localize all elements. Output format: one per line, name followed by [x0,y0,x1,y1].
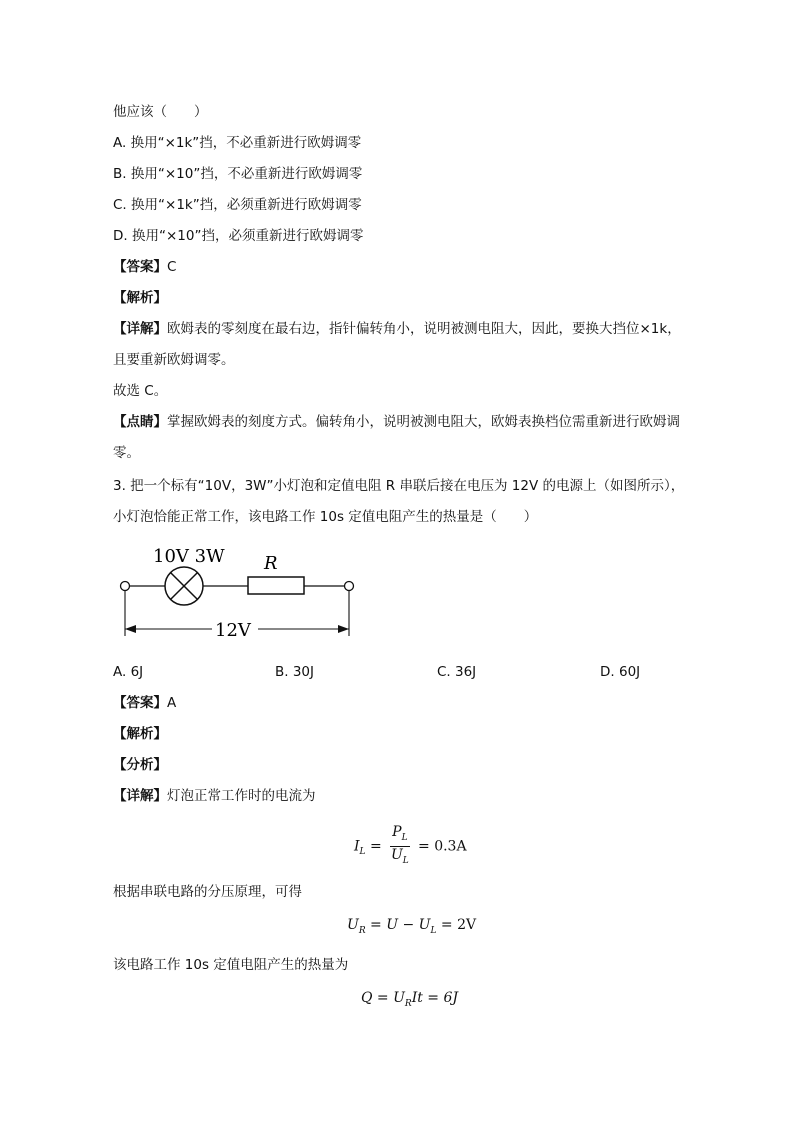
q3-analysis-label: 【解析】 [113,726,167,742]
voltage-label: 12V [215,620,251,641]
q3-stem-line1: 3. 把一个标有“10V，3W”小灯泡和定值电阻 R 串联后接在电压为 12V 的电源上（如图所示）， [113,478,685,494]
formula1-fraction [390,824,409,869]
formula1-num-sub: L [401,832,408,843]
formula1-num: P [392,824,402,840]
formula1-den: U [390,846,403,863]
formula-heat [361,990,458,1009]
terminal-right [345,582,354,591]
q2-comment-label: 【点睛】 [113,414,167,430]
terminal-left [121,582,130,591]
formula1-den-sub: L [402,855,409,866]
formula1-lhs-sub: L [359,847,366,858]
q2-option-c: C. 换用“×1k”挡，必须重新进行欧姆调零 [113,197,362,213]
q3-answer-value: A [167,695,177,711]
formula3-lhs-sub: R [404,998,412,1009]
q2-detail-line1 [113,320,681,338]
q2-option-d: D. 换用“×10”挡，必须重新进行欧姆调零 [113,228,364,244]
q3-answer-label: 【答案】 [113,695,167,711]
q3-text3: 该电路工作 10s 定值电阻产生的热量为 [113,957,349,973]
q3-stem-line2: 小灯泡恰能正常工作，该电路工作 10s 定值电阻产生的热量是（ ） [113,509,538,525]
resistor-icon [248,577,304,594]
q2-detail-label: 【详解】 [113,321,167,337]
q2-answer-value: C [167,259,177,275]
q2-analysis-label: 【解析】 [113,290,167,306]
q2-choose: 故选 C。 [113,383,168,399]
q3-option-d: D. 60J [600,664,641,680]
lamp-label: 10V 3W [153,546,225,567]
formula-voltage [347,917,476,936]
q2-answer-label: 【答案】 [113,259,167,275]
formula2-rhs: = U − U [370,917,431,933]
formula3-rhs: It = 6J [411,990,459,1006]
formula2-lhs: U [347,917,359,933]
q3-detail-label: 【详解】 [113,788,167,804]
q2-detail-line2: 且要重新欧姆调零。 [113,352,235,368]
q3-option-b: B. 30J [275,664,315,680]
resistor-label: R [264,553,278,574]
q3-detail-intro: 灯泡正常工作时的电流为 [167,788,316,804]
formula2-rhs-sub: L [430,925,437,936]
q3-detail-line [113,787,316,805]
q3-fenxi-label: 【分析】 [113,757,167,773]
q3-text2: 根据串联电路的分压原理，可得 [113,884,302,900]
q2-answer [113,258,176,276]
q2-option-b: B. 换用“×10”挡，不必重新进行欧姆调零 [113,166,363,182]
q3-option-a: A. 6J [113,664,144,680]
q2-comment-line2: 零。 [113,445,140,461]
q2-comment-text1: 掌握欧姆表的刻度方式。偏转角小，说明被测电阻大，欧姆表换档位需重新进行欧姆调 [167,414,680,430]
formula2-result: = 2V [440,917,477,933]
formula3-lhs: Q = U [361,990,405,1006]
q3-option-c: C. 36J [437,664,477,680]
formula1-lhs: I [354,838,360,855]
formula-current: $I_L$ = $\frac{P_L}{U_L}$ = 0.3A [354,824,467,869]
q2-option-a: A. 换用“×1k”挡，不必重新进行欧姆调零 [113,135,362,151]
formula2-lhs-sub: R [358,925,366,936]
q3-answer [113,694,176,712]
q2-stem-tail: 他应该（ ） [113,104,208,120]
formula1-result: = 0.3A [418,838,467,855]
circuit-diagram [110,540,370,645]
q2-comment-line1 [113,413,680,431]
q2-detail-text1: 欧姆表的零刻度在最右边，指针偏转角小，说明被测电阻大，因此，要换大挡位×1k， [167,321,681,337]
